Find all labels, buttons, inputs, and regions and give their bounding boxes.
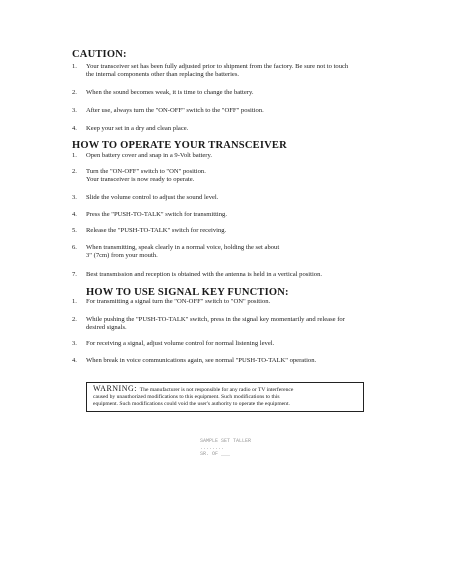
warning-line: caused by unauthorized modifications to this equipment. Such modifications to this	[93, 394, 280, 400]
signal-heading: HOW TO USE SIGNAL KEY FUNCTION:	[86, 287, 289, 298]
item-text	[86, 89, 253, 97]
item-text	[86, 357, 316, 365]
item-text	[86, 107, 264, 115]
item-number: 1.	[72, 63, 77, 70]
item-number: 1.	[72, 152, 77, 159]
text-line: Open battery cover and snap in a 9-Volt battery.	[86, 152, 212, 159]
text-line: Keep your set in a dry and clean place.	[86, 125, 189, 132]
operate-heading: HOW TO OPERATE YOUR TRANSCEIVER	[72, 140, 287, 151]
item-number: 4.	[72, 125, 77, 132]
text-line: When the sound becomes weak, it is time to change the battery.	[86, 89, 254, 96]
caution-heading: CAUTION:	[72, 49, 127, 60]
text-line: After use, always turn the "ON-OFF" switch to the "OFF" position.	[86, 107, 264, 114]
stamp-line: SAMPLE SET TALLER	[200, 438, 252, 444]
item-text	[86, 125, 188, 133]
warning-line: equipment. Such modifications could void the user's authority to operate the equipment.	[93, 401, 290, 407]
warning-title: WARNING:	[93, 384, 137, 393]
item-text	[86, 227, 226, 235]
text-line: Your transceiver is now ready to operate.	[86, 176, 195, 184]
text-line: Best transmission and reception is obtained with the antenna is held in a vertical position.	[86, 271, 323, 278]
text-line: Press the "PUSH-TO-TALK" switch for transmitting.	[86, 211, 227, 218]
stamp-line: ........	[200, 444, 225, 451]
stamp-line: SR. OF ___	[200, 451, 231, 457]
item-number: 7.	[72, 271, 77, 278]
text-line: Your transceiver set has been fully adjusted prior to shipment from the factory. Be sure not to touch	[86, 63, 349, 70]
text-line: When transmitting, speak clearly in a normal voice, holding the set about	[86, 244, 280, 251]
text-line: For transmitting a signal turn the "ON-OFF" switch to "ON" position.	[86, 298, 271, 305]
item-number: 3.	[72, 340, 77, 347]
text-line: When break in voice communications again, see normal "PUSH-TO-TALK" operation.	[86, 357, 317, 364]
item-number: 2.	[72, 168, 77, 175]
item-text	[86, 211, 227, 219]
item-text	[86, 316, 345, 333]
warning-box	[86, 382, 364, 412]
text-line: Release the "PUSH-TO-TALK" switch for receiving.	[86, 227, 227, 234]
item-number: 3.	[72, 107, 77, 114]
warning-first-line	[93, 385, 357, 394]
warning-text: The manufacturer is not responsible for any radio or TV interference	[139, 387, 294, 393]
item-text	[86, 271, 322, 279]
item-text	[86, 152, 212, 160]
item-text	[86, 63, 348, 80]
faint-stamp	[200, 438, 251, 458]
item-number: 5.	[72, 227, 77, 234]
text-line: the internal components other than replacing the batteries.	[86, 71, 240, 79]
text-line: Turn the "ON-OFF" switch to "ON" position.	[86, 168, 206, 175]
item-text	[86, 298, 270, 306]
item-number: 6.	[72, 244, 77, 251]
item-number: 2.	[72, 89, 77, 96]
item-number: 1.	[72, 298, 77, 305]
text-line: 3" (7cm) from your mouth.	[86, 252, 158, 260]
item-text	[86, 194, 218, 202]
item-number: 3.	[72, 194, 77, 201]
text-line: For receiving a signal, adjust volume control for normal listening level.	[86, 340, 275, 347]
item-text	[86, 168, 206, 185]
item-number: 4.	[72, 211, 77, 218]
item-text	[86, 340, 274, 348]
text-line: Slide the volume control to adjust the sound level.	[86, 194, 219, 201]
item-number: 2.	[72, 316, 77, 323]
text-line: While pushing the "PUSH-TO-TALK" switch, press in the signal key momentarily and release for	[86, 316, 345, 323]
text-line: desired signals.	[86, 324, 127, 332]
item-text	[86, 244, 279, 261]
item-number: 4.	[72, 357, 77, 364]
